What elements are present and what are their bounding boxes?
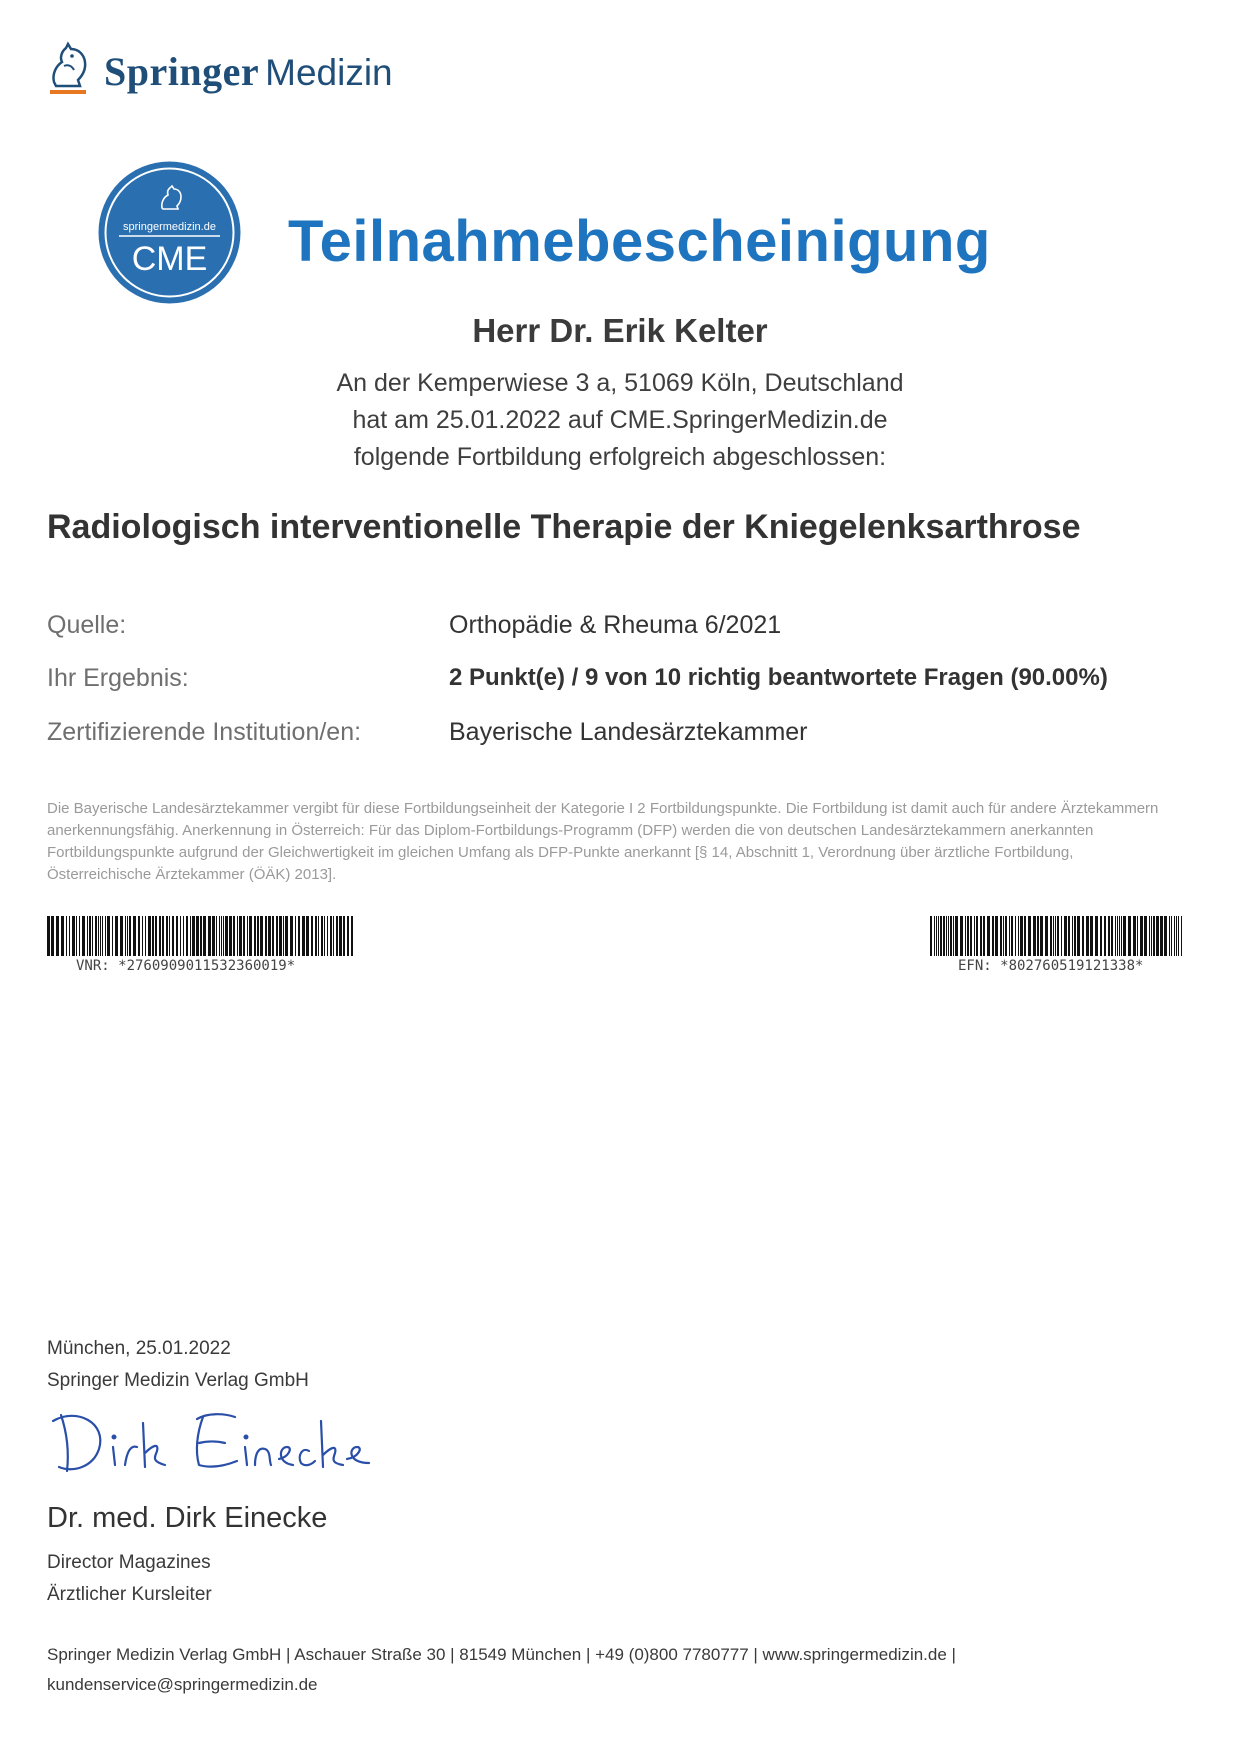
barcode-bar bbox=[279, 916, 282, 956]
barcode-bar bbox=[1072, 916, 1073, 956]
barcode-bar bbox=[115, 916, 118, 956]
barcode-bar bbox=[155, 916, 157, 956]
barcode-bar bbox=[216, 916, 217, 956]
cme-seal bbox=[97, 160, 242, 305]
barcode-bar bbox=[295, 916, 296, 956]
barcode-bar bbox=[76, 916, 77, 956]
barcode-bar bbox=[1057, 916, 1059, 956]
vnr-barcode bbox=[47, 916, 353, 956]
barcode-bar bbox=[943, 916, 945, 956]
barcode-bar bbox=[61, 916, 64, 956]
barcode-bar bbox=[948, 916, 949, 956]
barcode-bar bbox=[169, 916, 170, 956]
barcode-bar bbox=[223, 916, 224, 956]
barcode-bar bbox=[1061, 916, 1062, 956]
course-title: Radiologisch interventionelle Therapie der Kniegelenksarthrose bbox=[47, 508, 1081, 546]
barcode-bar bbox=[1009, 916, 1010, 956]
brand-name-light: Medizin bbox=[265, 52, 393, 93]
barcode-bar bbox=[102, 916, 103, 956]
barcode-bar bbox=[133, 916, 136, 956]
barcode-bar bbox=[72, 916, 75, 956]
completion-date-line: hat am 25.01.2022 auf CME.SpringerMedizin.de bbox=[352, 406, 888, 434]
barcode-bar bbox=[1156, 916, 1159, 956]
source-value: Orthopädie & Rheuma 6/2021 bbox=[449, 611, 782, 639]
barcode-bar bbox=[92, 916, 93, 956]
barcode-bar bbox=[298, 916, 300, 956]
brand-name-bold: Springer bbox=[104, 49, 260, 94]
barcode-bar bbox=[95, 916, 97, 956]
barcode-bar bbox=[311, 916, 313, 956]
barcode-bar bbox=[272, 916, 274, 956]
barcode-bar bbox=[936, 916, 937, 956]
barcode-bar bbox=[1086, 916, 1089, 956]
barcode-bar bbox=[1140, 916, 1143, 956]
barcode-bar bbox=[152, 916, 154, 956]
barcode-bar bbox=[1149, 916, 1150, 956]
barcode-bar bbox=[120, 916, 123, 956]
barcode-bar bbox=[47, 916, 50, 956]
efn-barcode-label: EFN: *802760519121338* bbox=[958, 958, 1144, 974]
barcode-bar bbox=[343, 916, 345, 956]
barcode-bar bbox=[1011, 916, 1013, 956]
barcode-bar bbox=[934, 916, 935, 956]
barcode-bar bbox=[1144, 916, 1147, 956]
barcode-bar bbox=[327, 916, 328, 956]
barcode-bar bbox=[987, 916, 990, 956]
signatory-role-2: Ärztlicher Kursleiter bbox=[47, 1584, 212, 1605]
institution-label: Zertifizierende Institution/en: bbox=[47, 718, 362, 746]
barcode-bar bbox=[1095, 916, 1098, 956]
barcode-bar bbox=[970, 916, 972, 956]
barcode-bar bbox=[249, 916, 252, 956]
barcode-bar bbox=[162, 916, 164, 956]
handwritten-signature bbox=[47, 1403, 387, 1483]
barcode-bar bbox=[89, 916, 91, 956]
barcode-bar bbox=[66, 916, 67, 956]
barcode-bar bbox=[960, 916, 963, 956]
barcode-bar bbox=[159, 916, 161, 956]
barcode-bar bbox=[285, 916, 288, 956]
vnr-barcode-label: VNR: *2760909011532360019* bbox=[76, 958, 296, 974]
barcode-bar bbox=[1174, 916, 1175, 956]
barcode-bar bbox=[183, 916, 184, 956]
barcode-bar bbox=[203, 916, 206, 956]
barcode-bar bbox=[148, 916, 151, 956]
springer-medizin-logo bbox=[46, 40, 406, 100]
barcode-bar bbox=[1050, 916, 1052, 956]
seal-top-text: springermedizin.de bbox=[123, 221, 216, 233]
barcode-bar bbox=[1104, 916, 1106, 956]
barcode-bar bbox=[1164, 916, 1167, 956]
barcode-bar bbox=[983, 916, 985, 956]
place-date: München, 25.01.2022 bbox=[47, 1338, 231, 1359]
institution-value: Bayerische Landesärztekammer bbox=[449, 718, 808, 746]
barcode-bar bbox=[336, 916, 338, 956]
barcode-bar bbox=[992, 916, 994, 956]
barcode-bar bbox=[1064, 916, 1067, 956]
barcode-bar bbox=[290, 916, 293, 956]
barcode-bar bbox=[1119, 916, 1120, 956]
barcode-bar bbox=[233, 916, 235, 956]
barcode-bar bbox=[212, 916, 215, 956]
footer-email: kundenservice@springermedizin.de bbox=[47, 1675, 318, 1694]
barcode-bar bbox=[69, 916, 70, 956]
barcode-bar bbox=[1153, 916, 1155, 956]
barcode-bar bbox=[1005, 916, 1007, 956]
result-label: Ihr Ergebnis: bbox=[47, 664, 189, 692]
barcode-bar bbox=[100, 916, 101, 956]
barcode-bar bbox=[946, 916, 947, 956]
barcode-bar bbox=[221, 916, 222, 956]
barcode-bar bbox=[190, 916, 191, 956]
barcode-bar bbox=[166, 916, 168, 956]
barcode-bar bbox=[107, 916, 110, 956]
barcode-bar bbox=[79, 916, 80, 956]
barcode-bar bbox=[1015, 916, 1016, 956]
barcode-bar bbox=[324, 916, 325, 956]
barcode-bar bbox=[974, 916, 975, 956]
barcode-bar bbox=[965, 916, 966, 956]
barcode-bar bbox=[200, 916, 202, 956]
footer-line-1: Springer Medizin Verlag GmbH | Aschauer Straße 30 | 81549 München | +49 (0)800 7780777 | www.springermedizin.de | bbox=[47, 1645, 956, 1664]
barcode-bar bbox=[955, 916, 958, 956]
barcode-bar bbox=[1123, 916, 1126, 956]
barcode-bar bbox=[1000, 916, 1002, 956]
barcode-bar bbox=[1090, 916, 1093, 956]
barcode-bar bbox=[953, 916, 954, 956]
barcode-bar bbox=[1100, 916, 1102, 956]
recipient-name: Herr Dr. Erik Kelter bbox=[472, 312, 768, 349]
barcode-bar bbox=[967, 916, 969, 956]
barcode-bar bbox=[330, 916, 332, 956]
barcode-bar bbox=[145, 916, 146, 956]
barcode-bar bbox=[247, 916, 248, 956]
barcode-bar bbox=[1020, 916, 1023, 956]
barcode-bar bbox=[1133, 916, 1136, 956]
barcode-bar bbox=[315, 916, 317, 956]
completion-statement: folgende Fortbildung erfolgreich abgeschlossen: bbox=[353, 443, 887, 471]
footer-contact bbox=[47, 1640, 1147, 1700]
barcode-bar bbox=[186, 916, 188, 956]
barcode-bar bbox=[1160, 916, 1163, 956]
barcode-bar bbox=[938, 916, 939, 956]
barcode-bar bbox=[1128, 916, 1131, 956]
barcode-bar bbox=[129, 916, 131, 956]
barcode-bar bbox=[225, 916, 228, 956]
barcode-bar bbox=[56, 916, 59, 956]
barcode-bar bbox=[980, 916, 982, 956]
barcode-bar bbox=[930, 916, 932, 956]
barcode-bar bbox=[306, 916, 309, 956]
barcode-bar bbox=[87, 916, 88, 956]
barcode-bar bbox=[1151, 916, 1152, 956]
result-value: 2 Punkt(e) / 9 von 10 richtig beantwortete Fragen (90.00%) bbox=[449, 664, 1108, 691]
barcode-bar bbox=[321, 916, 323, 956]
source-label: Quelle: bbox=[47, 611, 127, 639]
barcode-bar bbox=[1068, 916, 1070, 956]
barcode-bar bbox=[347, 916, 349, 956]
publisher-name: Springer Medizin Verlag GmbH bbox=[47, 1370, 309, 1391]
barcode-bar bbox=[254, 916, 256, 956]
barcode-bar bbox=[229, 916, 232, 956]
barcode-bar bbox=[1115, 916, 1116, 956]
barcode-bar bbox=[1121, 916, 1122, 956]
barcode-bar bbox=[302, 916, 305, 956]
barcode-bar bbox=[82, 916, 85, 956]
barcode-bar bbox=[138, 916, 140, 956]
barcode-bar bbox=[257, 916, 259, 956]
barcode-bar bbox=[237, 916, 238, 956]
barcode-bar bbox=[172, 916, 174, 956]
barcode-bar bbox=[105, 916, 106, 956]
barcode-bar bbox=[180, 916, 181, 956]
barcode-bar bbox=[1018, 916, 1019, 956]
barcode-bar bbox=[125, 916, 126, 956]
barcode-bar bbox=[339, 916, 342, 956]
barcode-bar bbox=[1040, 916, 1043, 956]
barcode-bar bbox=[1045, 916, 1048, 956]
barcode-bar bbox=[268, 916, 271, 956]
barcode-bar bbox=[1028, 916, 1031, 956]
barcode-bar bbox=[176, 916, 178, 956]
barcode-bar bbox=[219, 916, 220, 956]
barcode-bar bbox=[196, 916, 199, 956]
barcode-bar bbox=[1176, 916, 1177, 956]
barcode-bar bbox=[950, 916, 952, 956]
barcode-bar bbox=[243, 916, 245, 956]
barcode-bar bbox=[276, 916, 278, 956]
barcode-bar bbox=[283, 916, 284, 956]
signatory-role-1: Director Magazines bbox=[47, 1552, 211, 1573]
barcode-bar bbox=[1178, 916, 1179, 956]
barcode-bar bbox=[940, 916, 942, 956]
barcode-bar bbox=[333, 916, 334, 956]
barcode-bar bbox=[1077, 916, 1080, 956]
barcode-bar bbox=[1082, 916, 1084, 956]
barcode-bar bbox=[265, 916, 267, 956]
accreditation-fine-print: Die Bayerische Landesärztekammer vergibt für diese Fortbildungseinheit der Kategorie I 2 Fortbildungspunkte. Die Fortbildung ist damit auch für andere Ärztekammern anerkennungsfähig. Anerkennung in Österreich: Für das Diplom-Fortbildungs-Programm (DFP) werden die von deutschen Landesärztekammern anerkannten Fortbildungspunkte aufgrund der Gleichwertigkeit im gleichen Umfang als DFP-Punkte anerkannt [§ 14, Abschnitt 1, Verordnung über ärztliche Fortbildung, Österreichische Ärztekammer (ÖÄK) 2013]. bbox=[47, 800, 1159, 883]
barcode-bar bbox=[192, 916, 195, 956]
barcode-bar bbox=[239, 916, 242, 956]
recipient-address: An der Kemperwiese 3 a, 51069 Köln, Deutschland bbox=[336, 369, 904, 397]
certificate-title: Teilnahmebescheinigung bbox=[288, 209, 991, 274]
barcode-bar bbox=[112, 916, 113, 956]
barcode-bar bbox=[98, 916, 99, 956]
barcode-bar bbox=[208, 916, 211, 956]
barcode-bar bbox=[1108, 916, 1110, 956]
barcode-bar bbox=[1024, 916, 1026, 956]
barcode-bar bbox=[1074, 916, 1076, 956]
barcode-bar bbox=[127, 916, 128, 956]
horse-chess-knight-icon bbox=[46, 40, 92, 96]
barcode-bar bbox=[318, 916, 319, 956]
barcode-bar bbox=[351, 916, 353, 956]
barcode-bar bbox=[1117, 916, 1118, 956]
barcode-bar bbox=[51, 916, 54, 956]
barcode-bar bbox=[142, 916, 143, 956]
barcode-bar bbox=[1055, 916, 1056, 956]
barcode-bar bbox=[1037, 916, 1039, 956]
barcode-bar bbox=[1033, 916, 1036, 956]
barcode-bar bbox=[1169, 916, 1170, 956]
seal-main-text: CME bbox=[131, 240, 208, 278]
barcode-bar bbox=[260, 916, 263, 956]
efn-barcode bbox=[930, 916, 1186, 956]
signatory-name: Dr. med. Dirk Einecke bbox=[47, 1502, 328, 1534]
barcode-bar bbox=[1053, 916, 1054, 956]
barcode-bar bbox=[995, 916, 998, 956]
barcode-bar bbox=[1171, 916, 1172, 956]
barcode-bar bbox=[1111, 916, 1113, 956]
barcode-bar bbox=[976, 916, 978, 956]
barcode-bar bbox=[1137, 916, 1138, 956]
barcode-bar bbox=[1003, 916, 1004, 956]
barcode-bar bbox=[1181, 916, 1182, 956]
